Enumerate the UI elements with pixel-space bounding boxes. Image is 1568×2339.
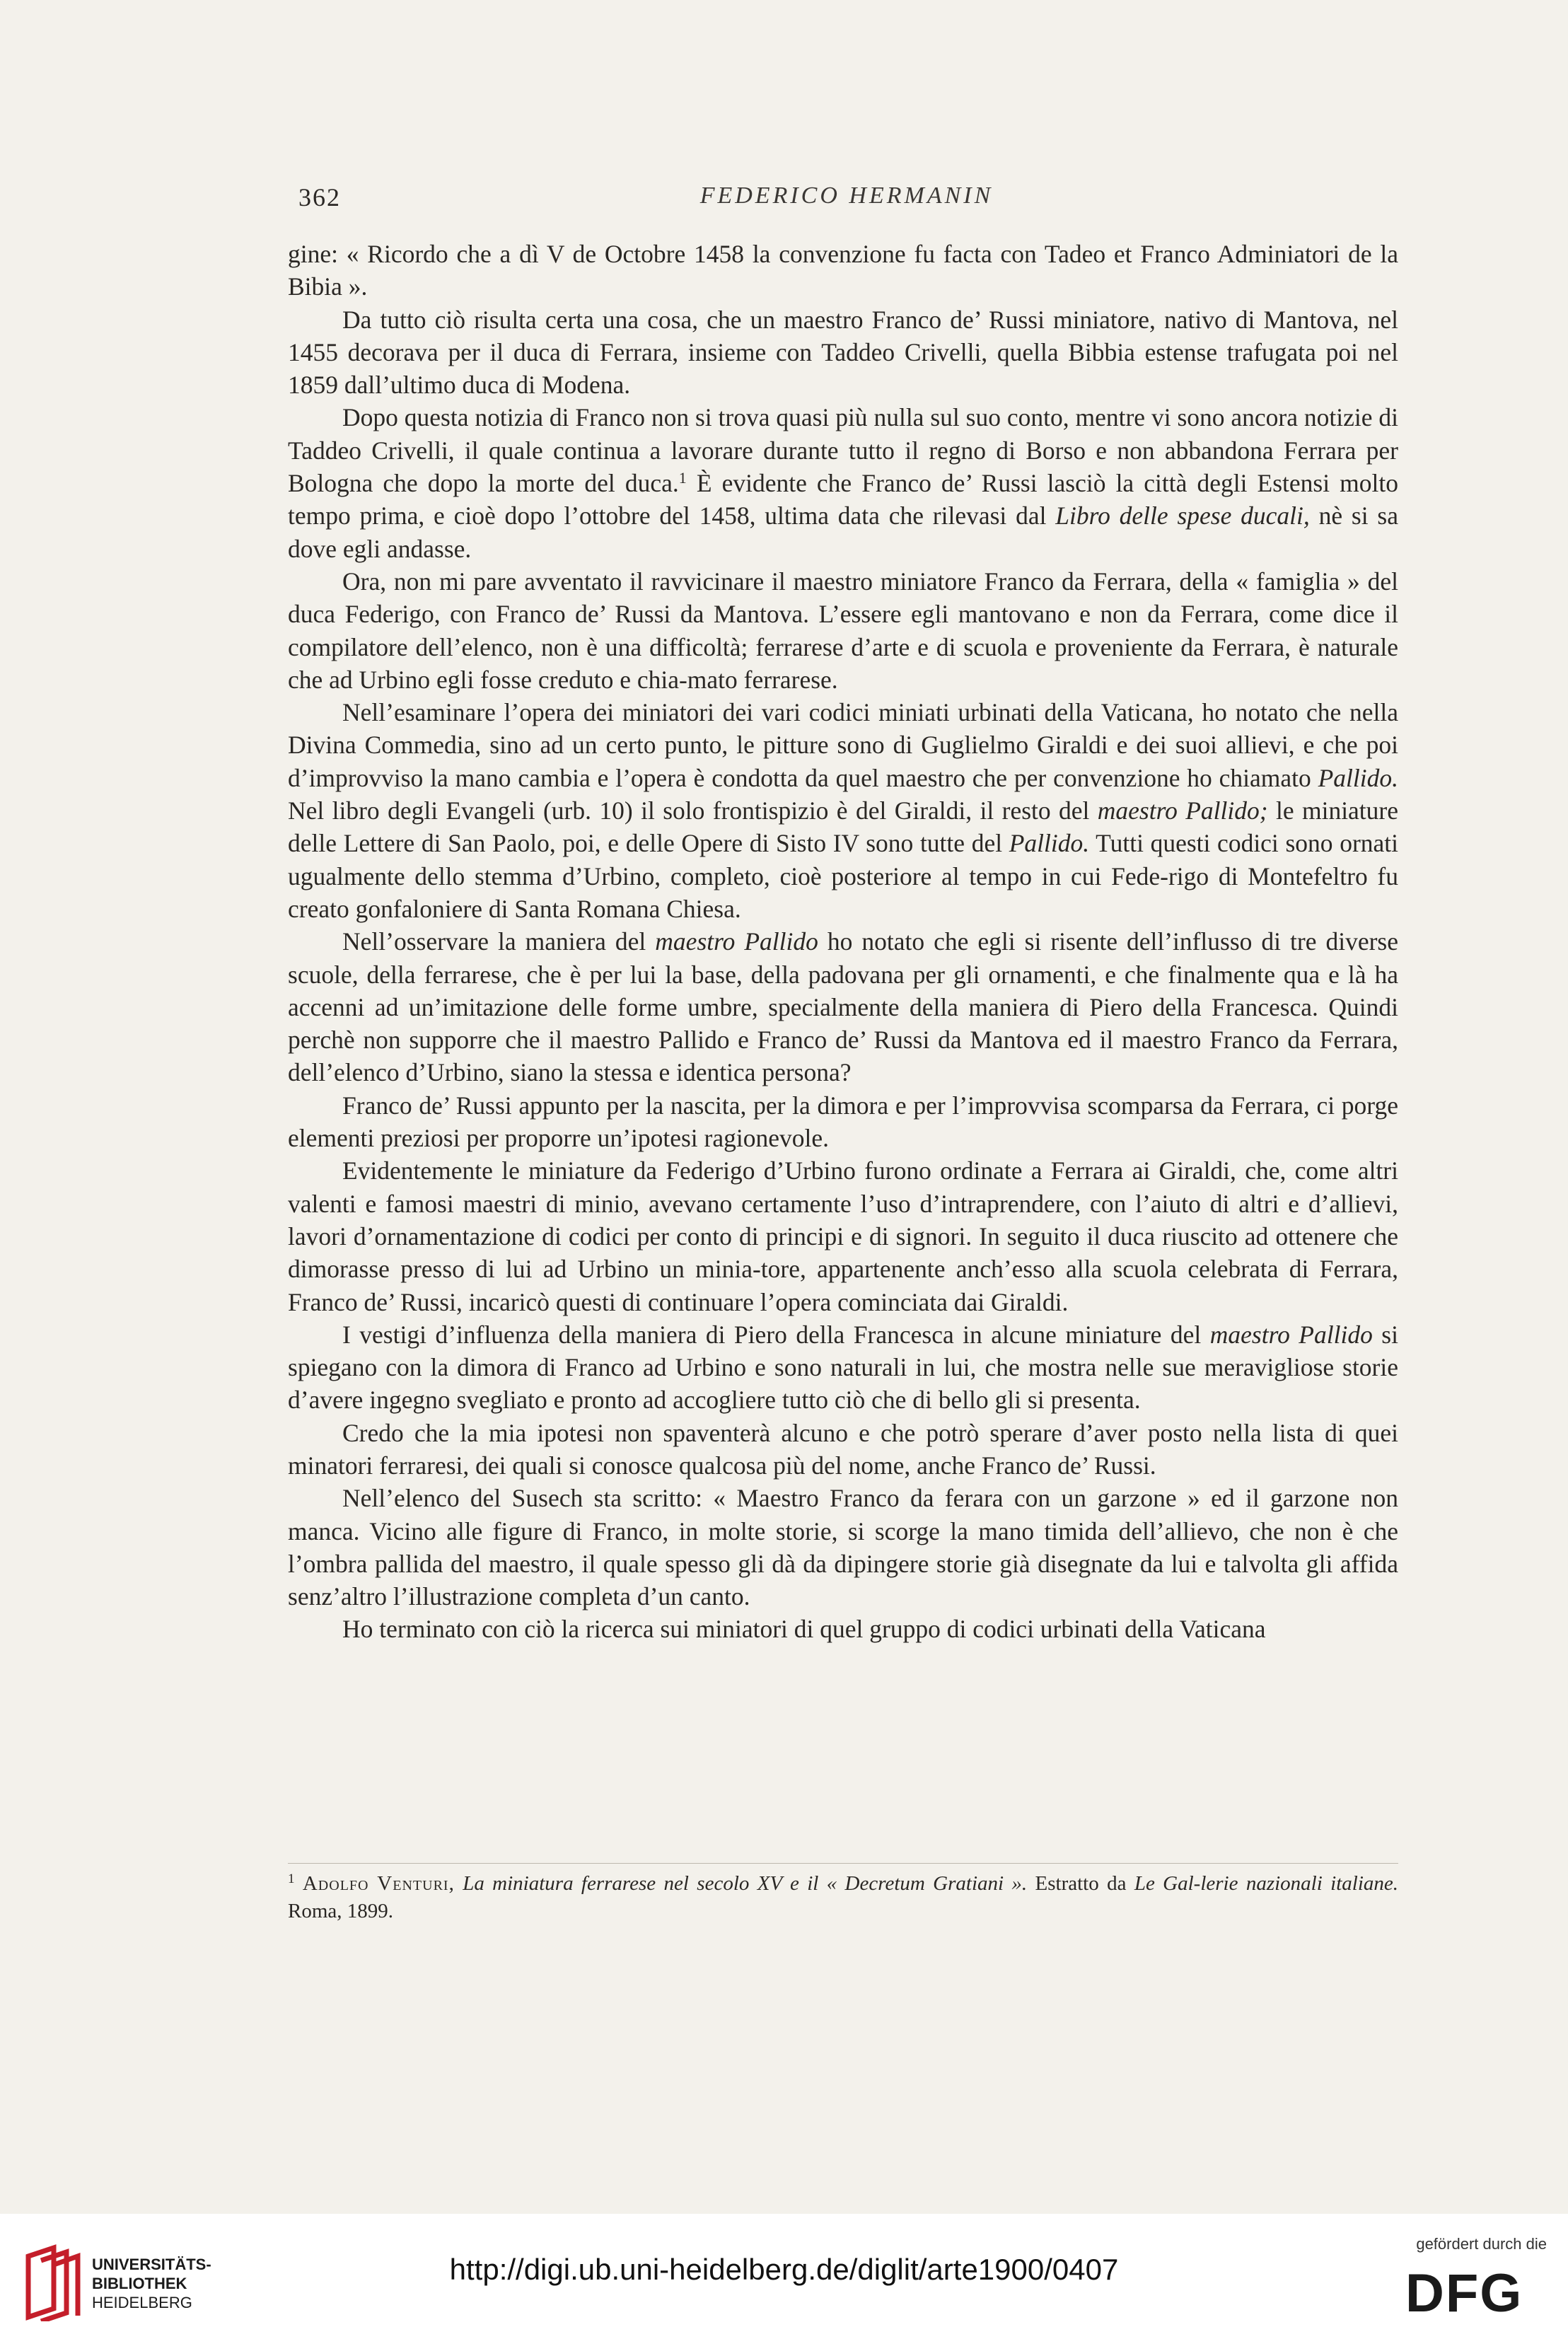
footnote-author: Adolfo Venturi, — [302, 1872, 455, 1895]
paragraph-continuation: Adminiatori de la Bibia ». — [288, 240, 1399, 301]
text-run: Nel libro degli Evangeli (urb. 10) il solo frontispizio è del Giraldi, il resto del — [288, 796, 1098, 825]
italic-term: Pallido. — [1318, 763, 1398, 792]
paragraph — [288, 925, 1398, 1089]
text-run: Nell’osservare la maniera del — [342, 927, 656, 956]
paragraph — [288, 401, 1398, 564]
running-title: FEDERICO HERMANIN — [699, 182, 994, 209]
support-label: gefördert durch die — [1416, 2235, 1547, 2253]
footnote-source: Le Gal-lerie nazionali italiane. — [1134, 1872, 1399, 1895]
library-name-line: HEIDELBERG — [92, 2294, 192, 2311]
text-run: Nell’esaminare l’opera dei miniatori dei vari codici miniati urbinati della Vaticana, ho notato che nella Divina Commedia, sino ad un certo punto, le pitture sono di Guglielmo Giraldi e dei suoi allievi, e che poi d’improvviso la mano cambia e l’opera è condotta da quel maestro che per convenzione ho chiamato — [288, 698, 1398, 792]
library-name-line: UNIVERSITÄTS- — [92, 2256, 211, 2273]
viewer-footer — [0, 2214, 1568, 2339]
paragraph: Da tutto ciò risulta certa una cosa, che un maestro Franco de’ Russi miniatore, nativo di Mantova, nel 1455 decorava per il duca di Ferrara, insieme con Taddeo Crivelli, quella Bibbia estense trafugata poi nel 1859 dall’ultimo duca di Modena. — [288, 305, 1398, 400]
paragraph: Evidentemente le miniature da Federigo d’Urbino furono ordinate a Ferrara ai Giraldi, che, come altri valenti e famosi maestri di minio, avevano certamente l’uso d’intraprendere, con l’aiuto di altri e d’allievi, lavori d’ornamentazione di codici per conto di principi e di signori. In seguito il duca riuscito ad ottenere che dimorasse presso di lui ad Urbino un minia-tore, appartenente anch’esso alla scuola celebrata di Ferrara, Franco de’ Russi, incaricò questi di continuare l’opera cominciata dai Giraldi. — [288, 1156, 1398, 1316]
italic-term: maestro Pallido; — [1097, 796, 1268, 825]
text-run: È evidente che Franco de’ Russi lasciò la città degli Estensi molto tempo prima, e cioè dopo l’ottobre del 1458, ultima data che rilevasi dal — [288, 469, 1398, 530]
dfg-logo-text: DFG — [1405, 2268, 1523, 2317]
footnote-marker: 1 — [288, 1871, 295, 1886]
paragraph — [288, 238, 1398, 303]
text-run: Tutti questi codici sono ornati ugualmente dello stemma d’Urbino, completo, cioè posteriore al tempo in cui Fede-rigo di Montefeltro fu creato gonfaloniere di Santa Romana Chiesa. — [288, 829, 1398, 923]
paragraph: Franco de’ Russi appunto per la nascita, per la dimora e per l’improvvisa scomparsa da Ferrara, ci porge elementi preziosi per proporre un’ipotesi ragionevole. — [288, 1091, 1398, 1153]
page-number: 362 — [298, 183, 341, 211]
paragraph-first-line: gine: « Ricordo che a dì V de Octobre 1458 la convenzione fu facta con Tadeo et Franco — [288, 240, 1210, 268]
text-run: Dopo questa notizia di Franco non si trova quasi più nulla sul suo conto, mentre vi sono ancora notizie di Taddeo Crivelli, il quale continua a lavorare durante tutto il regno di Borso e non abbandona Ferrara per Bologna che dopo la morte del duca. — [288, 403, 1398, 498]
footnote-reference[interactable]: 1 — [678, 469, 687, 487]
footnote — [288, 1870, 1398, 1925]
italic-term: Pallido. — [1009, 829, 1090, 858]
paragraph: Credo che la mia ipotesi non spaventerà alcuno e che potrò sperare d’aver posto nella lista di quei minatori ferraresi, dei quali si conosce qualcosa più del nome, anche Franco de’ Russi. — [288, 1418, 1398, 1480]
dfg-logo-icon[interactable] — [1405, 2268, 1547, 2317]
text-run: Estratto da — [1027, 1872, 1134, 1895]
text-run: nè si sa dove egli andasse. — [288, 501, 1398, 563]
paragraph — [288, 696, 1398, 925]
italic-title: Libro delle spese ducali, — [1055, 501, 1310, 530]
body-text — [288, 238, 1398, 1646]
paragraph — [288, 1318, 1398, 1417]
text-run: Roma, 1899. — [288, 1900, 394, 1922]
italic-term: maestro Pallido — [1209, 1320, 1373, 1349]
library-name-line: BIBLIOTHEK — [92, 2275, 187, 2292]
permalink-url[interactable]: http://digi.ub.uni-heidelberg.de/diglit/arte1900/0407 — [449, 2253, 1119, 2286]
text-run: le miniature delle Lettere di San Paolo, poi, e delle Opere di Sisto IV sono tutte del — [288, 796, 1398, 858]
paragraph: Ora, non mi pare avventato il ravvicinare il maestro miniatore Franco da Ferrara, della « famiglia » del duca Federigo, con Franco de’ Russi da Mantova. L’essere egli mantovano e non da Ferrara, come dice il compilatore dell’elenco, non è una difficoltà; ferrarese d’arte e di scuola e proveniente da Ferrara, è naturale che ad Urbino egli fosse creduto e chia-mato ferrarese. — [288, 567, 1398, 694]
text-run: si spiegano con la dimora di Franco ad Urbino e sono naturali in lui, che mostra nelle sue meravigliose storie d’avere ingegno svegliato e pronto ad accogliere tutto ciò che di bello gli si presenta. — [288, 1320, 1398, 1415]
text-run: ho notato che egli si risente dell’influsso di tre diverse scuole, della ferrarese, che è per lui la base, della padovana per gli ornamenti, e che finalmente qua e là ha accenni ad un’imitazione delle forme umbre, specialmente della maniera di Piero della Francesca. Quindi perchè non supporre che il maestro Pallido e Franco de’ Russi da Mantova ed il maestro Franco da Ferrara, dell’elenco d’Urbino, siano la stessa e identica persona? — [288, 927, 1398, 1087]
paragraph: Nell’elenco del Susech sta scritto: « Maestro Franco da ferara con un garzone » ed il garzone non manca. Vicino alle figure di Franco, in molte storie, si scorge la mano timida dell’allievo, che non è che l’ombra pallida del maestro, il quale spesso gli dà da dipingere storie già disegnate da lui e talvolta gli affida senz’altro l’illustrazione completa d’un canto. — [288, 1484, 1398, 1611]
running-head — [298, 182, 1395, 218]
footnote-title: La miniatura ferrarese nel secolo XV e il « Decretum Gratiani ». — [463, 1872, 1028, 1895]
italic-term: maestro Pallido — [655, 927, 818, 956]
paragraph: Ho terminato con ciò la ricerca sui miniatori di quel gruppo di codici urbinati della Vaticana — [342, 1615, 1266, 1644]
footnote-divider — [288, 1863, 1398, 1864]
text-run: I vestigi d’influenza della maniera di Piero della Francesca in alcune miniature del — [342, 1320, 1210, 1349]
